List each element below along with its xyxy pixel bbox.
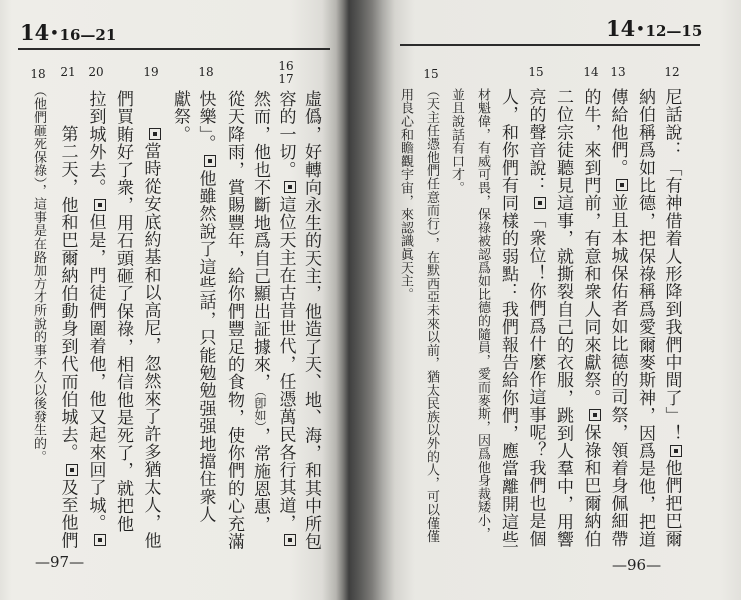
verse-number: 12 (664, 65, 680, 79)
verse-range: 16—21 (59, 26, 117, 44)
verse-number: 15 (528, 65, 544, 79)
text-column (196, 90, 216, 523)
right-page (390, 0, 741, 600)
footnote-column (423, 84, 439, 543)
text-segment: 容的一切。 (275, 90, 296, 179)
verse-number: 16 (278, 59, 294, 73)
text-column (608, 88, 628, 548)
verse-marker (204, 155, 216, 167)
header-rule (18, 48, 330, 50)
page-number: —96— (612, 556, 662, 574)
verse-range: 12—15 (645, 22, 703, 40)
verse-marker (149, 128, 161, 140)
text-segment: 這位天主在古昔世代，任憑萬民各行其道， (275, 195, 296, 532)
text-column (498, 88, 518, 548)
footnote-column (30, 84, 46, 463)
verse-number: 18 (198, 65, 214, 79)
text-column (553, 88, 573, 548)
text-column (224, 90, 244, 550)
text-segment: 拉到城外去。 (85, 90, 106, 197)
chapter-number: 14 (606, 16, 636, 41)
text-segment: 快樂」。 (195, 90, 216, 153)
text-segment: 二位宗徒聽見這事，就撕裂自己的衣服，跳到人羣中，用響 (553, 88, 573, 549)
running-header (606, 16, 702, 41)
chapter-number: 14 (20, 20, 50, 45)
text-segment: 納伯稱爲如比德，把保祿稱爲愛爾麥斯神，因爲是他，把道 (635, 88, 655, 549)
text-column (662, 88, 682, 548)
footnote-number: 18 (30, 67, 46, 81)
text-column (301, 90, 321, 550)
verse-number: 21 (60, 65, 76, 79)
footnote-number: 15 (423, 67, 439, 81)
text-column (250, 90, 270, 533)
text-segment: 他們把巴爾 (661, 459, 682, 548)
text-segment: 保祿和巴爾納伯 (580, 423, 601, 548)
text-segment: 虛僞，好轉向永生的天主，他造了天、地、海，和其中所包 (301, 90, 321, 551)
header-rule (400, 44, 700, 46)
verse-marker (94, 534, 106, 546)
text-column (526, 88, 546, 548)
text-segment: 亮的聲音說： (525, 88, 546, 195)
footnote-text: 並且說話有口才。 (449, 88, 464, 195)
verse-number: 13 (610, 65, 626, 79)
footnote-text: （他們砸死保祿），這事是在路加方才所說的事不久以後發生的。 (31, 84, 46, 464)
text-column (86, 90, 106, 549)
text-segment: 傳給他們。 (607, 88, 628, 177)
verse-marker (670, 445, 682, 457)
page-number: —97— (35, 553, 85, 571)
verse-number: 20 (88, 65, 104, 79)
verse-marker (94, 199, 106, 211)
text-segment: 獻祭。 (170, 90, 190, 144)
text-segment: 第二天，他和巴爾納伯動身到代而伯城去。 (57, 125, 78, 462)
verse-marker (284, 181, 296, 193)
text-segment: 當時從安底約基和以高尼，忽然來了許多猶太人，他 (140, 142, 161, 550)
text-column (141, 125, 161, 549)
text-segment: 的牛，來到門前，有意和衆人同來獻祭。 (580, 88, 601, 407)
verse-marker (616, 179, 628, 191)
text-segment: ，常施恩惠， (250, 426, 270, 534)
text-segment: 「衆位！你們爲什麼作這事呢？我們也是個 (525, 211, 546, 548)
left-page (0, 0, 342, 600)
verse-marker (66, 464, 78, 476)
verse-number: 19 (143, 65, 159, 79)
text-segment: 人，和你們有同樣的弱點：我們報告給你們，應當離開這些 (498, 88, 518, 549)
text-column (581, 88, 601, 548)
text-column (635, 88, 655, 548)
verse-marker (589, 409, 601, 421)
running-header (20, 20, 116, 45)
header-separator: • (636, 22, 645, 37)
verse-marker (284, 534, 296, 546)
text-column (170, 90, 190, 143)
parenthetical: （卽如） (253, 390, 267, 427)
text-column (113, 90, 133, 533)
text-segment: 尼話說：「有神借着人形降到我們中間了」！ (661, 88, 682, 442)
text-segment: 但是，門徒們圍着他，他又起來回了城。 (85, 213, 106, 532)
text-segment: 及至他們 (57, 478, 78, 550)
verse-number: 17 (278, 72, 294, 86)
text-column (58, 125, 78, 549)
footnote-text: 用良心和瞻觀宇宙，來認識眞天主。 (398, 88, 413, 301)
text-segment: 們買賄好了衆，用石頭砸了保祿，相信他是死了，就把他 (113, 90, 133, 533)
footnote-column (474, 88, 490, 540)
text-segment: 從天降雨，賞賜豐年，給你們豐足的食物，使你們的心充滿 (224, 90, 244, 551)
footnote-text: （天主任憑他們任意而行），在默西亞未來以前，猶太民族以外的人，可以僅僅 (424, 84, 439, 543)
text-segment: 他雖然說了這些話，只能勉勉强强地擋住衆人 (195, 169, 216, 524)
footnote-column (448, 88, 464, 194)
verse-marker (534, 197, 546, 209)
text-column (276, 90, 296, 549)
text-segment: 並且本城保佑者如比德的司祭，領着身佩細帶 (607, 193, 628, 548)
footnote-text: 材魁偉，有威可畏，保祿被認爲如比德的隨員，愛而麥斯，因爲他身裁矮小， (475, 88, 490, 541)
verse-number: 14 (583, 65, 599, 79)
footnote-column (397, 88, 413, 301)
header-separator: • (50, 26, 59, 41)
text-segment: 然而，他也不斷地爲自己顯出証據來， (250, 90, 270, 391)
